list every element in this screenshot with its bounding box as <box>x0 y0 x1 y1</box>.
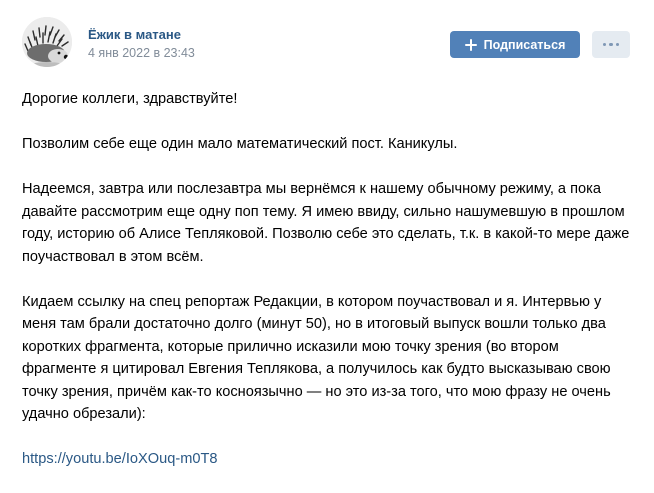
subscribe-button[interactable] <box>450 31 580 58</box>
youtube-link[interactable]: https://youtu.be/IoXOuq-m0T8 <box>22 451 218 467</box>
hedgehog-avatar-icon <box>22 17 72 67</box>
paragraph-topic: Надеемся, завтра или послезавтра мы вернёмся к нашему обычному режиму, а пока давайте рассмотрим еще одну поп тему. Я имею ввиду, сильно нашумевшую в прошлом году, историю об Алисе Тепляковой. Позволю себе это сделать, т.к. в какой-то мере даже поучаствовал в этом всём. <box>22 181 630 265</box>
paragraph-intro: Позволим себе еще один мало математический пост. Каникулы. <box>22 136 458 152</box>
author-name[interactable]: Ёжик в матане <box>88 27 181 42</box>
more-dots-icon <box>603 43 620 47</box>
more-options-button[interactable] <box>592 31 630 58</box>
plus-icon <box>465 39 477 51</box>
paragraph-report: Кидаем ссылку на спец репортаж Редакции, в котором поучаствовал и я. Интервью у меня там брали достаточно долго (минут 50), но в итоговый выпуск вошли только два коротких фрагмента, которые прилично исказили мою точку зрения (во втором фрагменте я цитировал Евгения Теплякова, а получилось как будто высказываю свою точку зрения, причём как-то косноязычно — но это из-за того, что мою фразу не очень удачно обрезали): <box>22 293 611 422</box>
avatar[interactable] <box>22 17 72 67</box>
post-text <box>22 88 634 493</box>
post-date[interactable]: 4 янв 2022 в 23:43 <box>88 46 195 60</box>
subscribe-label: Подписаться <box>483 37 566 52</box>
paragraph-greeting: Дорогие коллеги, здравствуйте! <box>22 91 238 107</box>
